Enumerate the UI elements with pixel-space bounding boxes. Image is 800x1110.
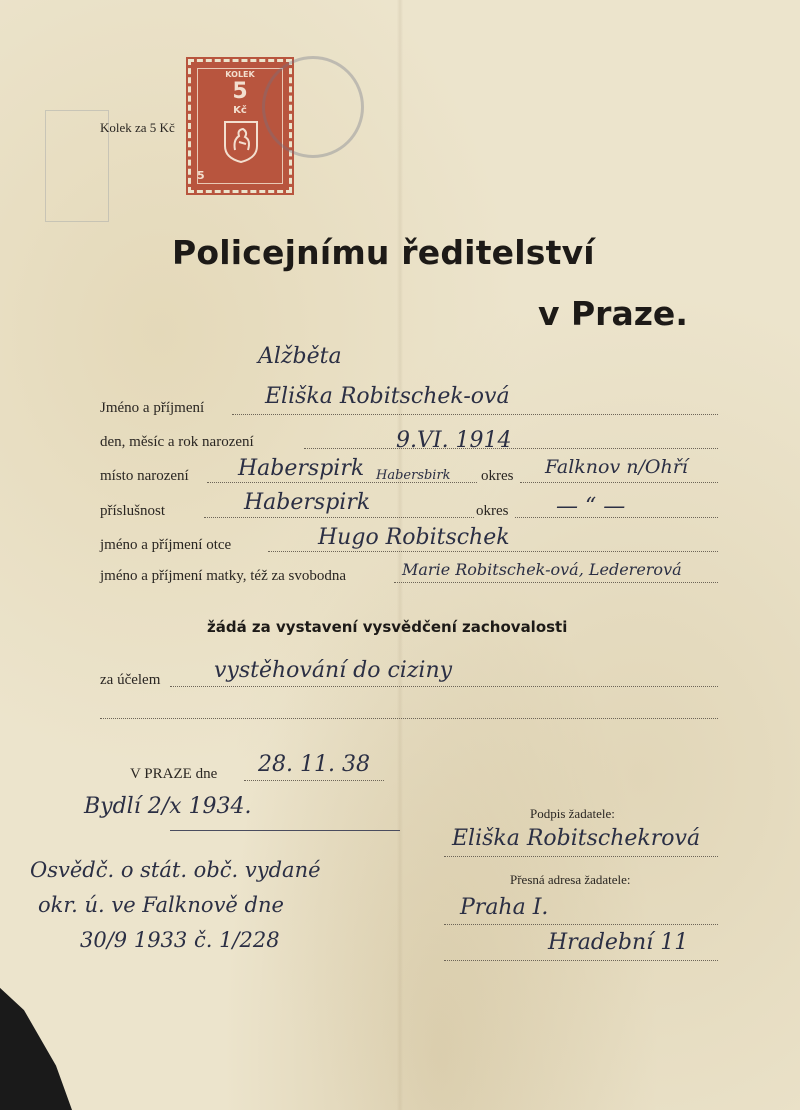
title-line-2: v Praze. <box>538 294 688 333</box>
stamp-header: KOLEK <box>225 70 255 79</box>
note-line-1: Osvědč. o stát. obč. vydané <box>30 858 321 882</box>
name-value: Eliška Robitschek-ová <box>265 384 510 409</box>
mother-label: jméno a příjmení matky, též za svobodna <box>100 568 347 584</box>
district-line <box>520 482 718 483</box>
note-line-2: okr. ú. ve Falknově dne <box>38 893 284 917</box>
residence-label: příslušnost <box>100 503 166 519</box>
district-label: okres <box>481 468 514 484</box>
fee-label: Kolek za 5 Kč <box>100 120 175 135</box>
stamp-currency: Kč <box>233 105 247 116</box>
address-line-1: Praha I. <box>460 895 549 920</box>
residence-district-value: — “ — <box>556 494 626 519</box>
birthplace-label: místo narození <box>100 468 189 484</box>
birthplace-value: Haberspirk <box>238 456 365 481</box>
father-value: Hugo Robitschek <box>318 525 510 550</box>
purpose-value: vystěhování do ciziny <box>214 658 453 683</box>
father-line <box>268 551 718 552</box>
date-line <box>244 780 384 781</box>
lion-emblem-icon <box>221 120 261 164</box>
signature-line <box>444 856 718 857</box>
father-label: jméno a příjmení otce <box>100 537 232 553</box>
purpose-line-2 <box>100 718 718 719</box>
stamp-value: 5 <box>232 79 248 104</box>
birth-value: 9.VI. 1914 <box>396 428 512 453</box>
mother-line <box>394 582 718 583</box>
purpose-line <box>170 686 718 687</box>
residence-district-label: okres <box>476 503 509 519</box>
birthplace-alt: Habersbirk <box>376 468 451 483</box>
address-underline-1 <box>444 924 718 925</box>
note-line-3: 30/9 1933 č. 1/228 <box>80 928 280 952</box>
date-value: 28. 11. 38 <box>258 752 370 777</box>
birth-label: den, měsíc a rok narození <box>100 434 254 450</box>
address-underline-2 <box>444 960 718 961</box>
resides-note: Bydlí 2/x 1934. <box>84 794 252 819</box>
date-label: V PRAZE dne <box>130 766 218 782</box>
name-line <box>232 414 718 415</box>
name-label: Jméno a příjmení <box>100 400 205 416</box>
request-statement: žádá za vystavení vysvědčení zachovalosti <box>207 618 568 636</box>
residence-value: Haberspirk <box>244 490 371 515</box>
resides-underline <box>170 830 400 831</box>
purpose-label: za účelem <box>100 672 161 688</box>
signature-value: Eliška Robitschekrová <box>452 826 701 851</box>
mother-value: Marie Robitschek-ová, Ledererová <box>402 560 682 579</box>
title-line-1: Policejnímu ředitelství <box>172 233 595 272</box>
name-correction: Alžběta <box>258 344 342 369</box>
district-value: Falknov n/Ohří <box>545 456 688 478</box>
signature-label: Podpis žadatele: <box>530 806 615 821</box>
cancellation-postmark <box>262 56 364 158</box>
address-label: Přesná adresa žadatele: <box>510 872 631 887</box>
residence-line <box>204 517 474 518</box>
stamp-corner-value: 5 <box>197 169 205 182</box>
address-line-2: Hradební 11 <box>548 930 689 955</box>
